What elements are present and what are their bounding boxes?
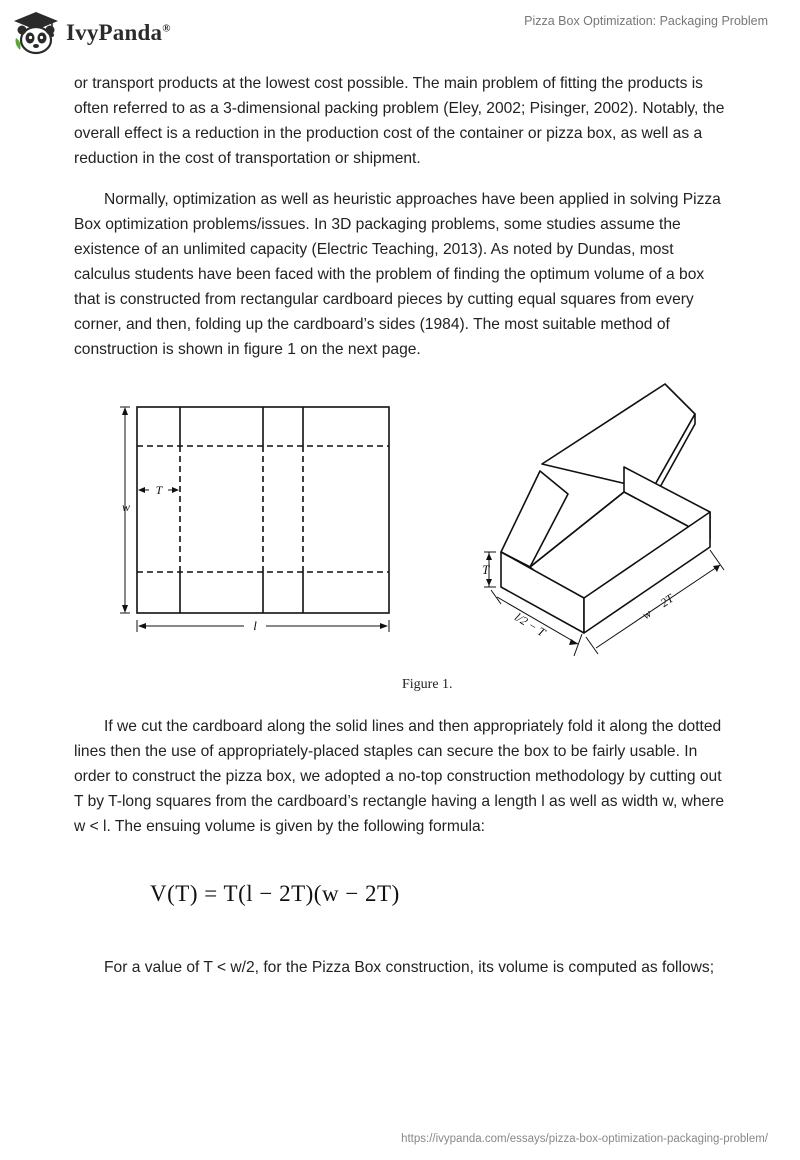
label-l: l — [253, 618, 257, 633]
registered-mark: ® — [162, 22, 171, 35]
volume-formula: V(T) = T(l − 2T)(w − 2T) — [150, 881, 400, 906]
article-body — [74, 71, 734, 996]
paragraph-4: For a value of T < w/2, for the Pizza Box construction, its volume is computed as follows; — [104, 959, 715, 976]
page-header — [0, 0, 800, 64]
source-url[interactable]: https://ivypanda.com/essays/pizza-box-optimization-packaging-problem/ — [401, 1133, 768, 1145]
figure-caption: Figure 1. — [402, 677, 453, 692]
paragraph-1: or transport products at the lowest cost possible. The main problem of fitting the products is often referred to as a 3-dimensional packing problem (Eley, 2002; Pisinger, 2002). Notably, the overall effect is a reduction in the production cost of the container or pizza box, as well as a reduction in the cost of transportation or shipment. — [74, 75, 725, 167]
running-title: Pizza Box Optimization: Packaging Problem — [524, 14, 768, 28]
label-T: T — [155, 483, 163, 497]
panda-graduate-icon — [12, 10, 60, 56]
ivypanda-logo[interactable] — [12, 8, 171, 58]
label-w: w — [121, 500, 131, 514]
brand-text: IvyPanda — [66, 20, 163, 45]
label-height-T: T — [482, 562, 490, 577]
paragraph-2: Normally, optimization as well as heuristic approaches have been applied in solving Pizza Box optimization problems/issues. In 3D packaging problems, some studies assume the existence of an unlimited capacity (Electric Teaching, 2013). As noted by Dundas, most calculus students have been faced with the problem of finding the optimum volume of a box that is constructed from rectangular cardboard pieces by cutting equal squares from every corner, and then, folding up the cardboard’s sides (1984). The most suitable method of construction is shown in figure 1 on the next page. — [74, 191, 721, 358]
flat-cardboard-diagram — [114, 402, 404, 647]
brand-name — [66, 20, 171, 46]
label-w-minus-2T: w − 2T — [639, 591, 677, 623]
label-l-half-minus-T: l/2 − T — [512, 609, 549, 640]
figure-1 — [74, 382, 734, 702]
paragraph-3: If we cut the cardboard along the solid lines and then appropriately fold it along the dotted lines then the use of appropriately-placed staples can secure the box to be fairly usable. In order to construct the pizza box, we adopted a no-top construction methodology by cutting out T by T-long squares from the cardboard’s rectangle having a length l as well as width w, where w < l. The ensuing volume is given by the following formula: — [74, 718, 725, 835]
folded-box-diagram — [474, 372, 734, 672]
